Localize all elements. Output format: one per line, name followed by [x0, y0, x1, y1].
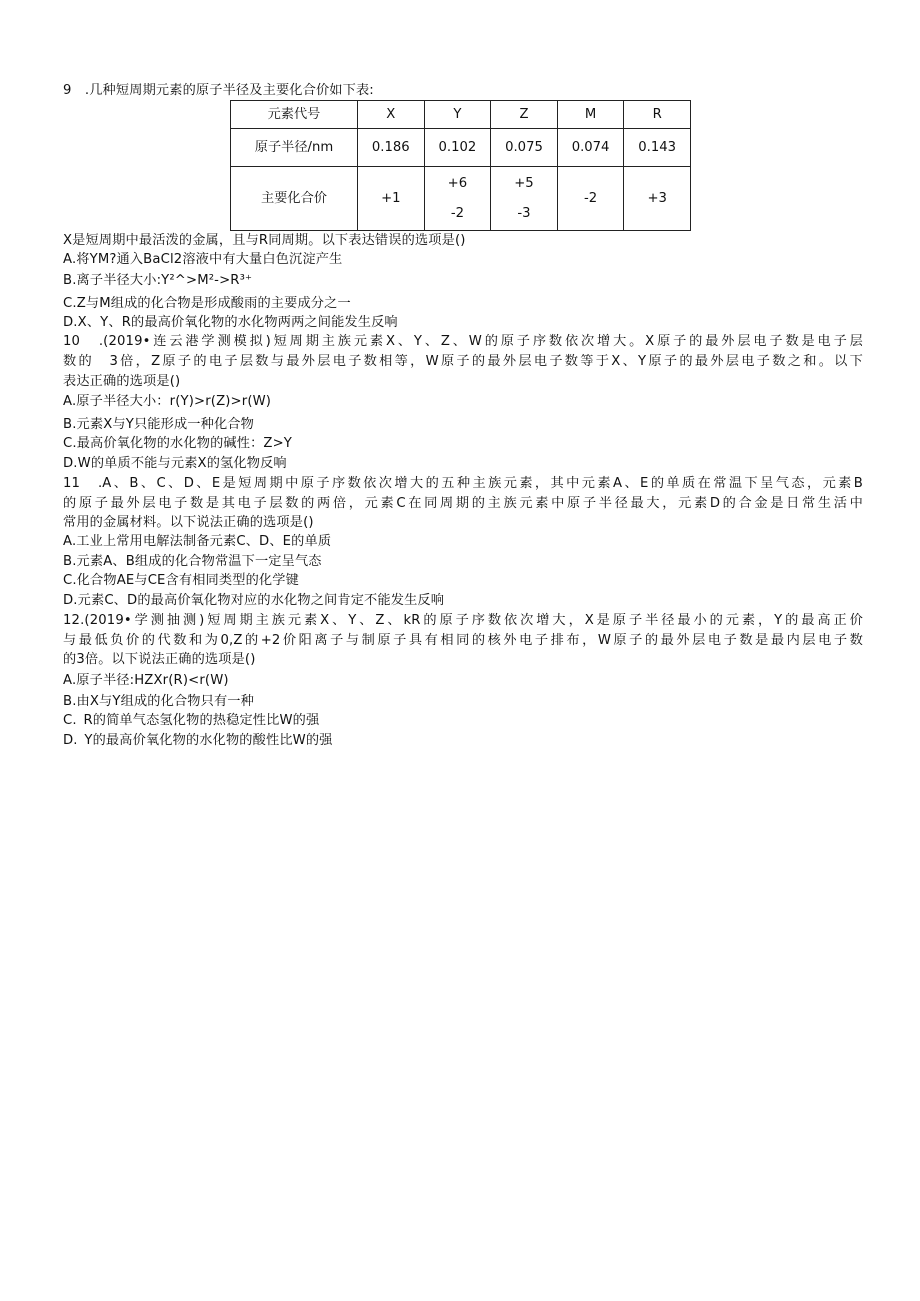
valence-bottom: -2 [450, 206, 464, 221]
q10-option-a: A.原子半径大小：r(Y)>r(Z)>r(W) [63, 394, 272, 409]
q11-line-2: 的原子最外层电子数是其电子层数的两倍，元素C在同周期的主族元素中原子半径最大，元素D的合金是日常生活中 [63, 496, 863, 511]
table-cell: M [557, 101, 624, 129]
table-cell: 主要化合价 [231, 167, 358, 231]
q10-option-b: B.元素X与Y只能形成一种化合物 [63, 417, 254, 432]
table-cell [424, 167, 491, 231]
table-row-valence [231, 167, 691, 231]
valence-bottom: -3 [517, 206, 531, 221]
q9-intro: 9 .几种短周期元素的原子半径及主要化合价如下表: [63, 83, 374, 98]
table-row-header [231, 101, 691, 129]
valence-top: +5 [514, 176, 534, 191]
table-cell: 0.143 [624, 129, 691, 167]
table-cell: 0.102 [424, 129, 491, 167]
table-cell: +1 [358, 167, 425, 231]
table-cell: +3 [624, 167, 691, 231]
table-cell: 0.074 [557, 129, 624, 167]
table-cell: -2 [557, 167, 624, 231]
table-cell: 原子半径/nm [231, 129, 358, 167]
table-cell: 元素代号 [231, 101, 358, 129]
q9-option-d: D.X、Y、R的最高价氧化物的水化物两两之间能发生反响 [63, 315, 398, 330]
element-table [230, 100, 691, 231]
table-cell: Z [491, 101, 558, 129]
q12-option-d: D. Y的最高价氧化物的水化物的酸性比W的强 [63, 733, 333, 748]
q12-option-c: C. R的简单气态氢化物的热稳定性比W的强 [63, 713, 320, 728]
q11-option-b: B.元素A、B组成的化合物常温下一定呈气态 [63, 554, 322, 569]
q12-line-2: 与最低负价的代数和为0,Z的+2价阳离子与制原子具有相同的核外电子排布，W原子的最外层电子数是最内层电子数 [63, 633, 863, 648]
q9-stem: X是短周期中最活泼的金属，且与R同周期。以下表达错误的选项是() [63, 233, 466, 248]
q10-line-3: 表达正确的选项是() [63, 374, 181, 389]
q9-option-b: B.离子半径大小:Y²^>M²->R³⁺ [63, 273, 253, 288]
table-cell: X [358, 101, 425, 129]
q11-line-3: 常用的金属材料。以下说法正确的选项是() [63, 515, 314, 530]
q11-option-c: C.化合物AE与CE含有相同类型的化学键 [63, 573, 299, 588]
table-row-radius [231, 129, 691, 167]
table-cell: 0.186 [358, 129, 425, 167]
q12-line-3: 的3倍。以下说法正确的选项是() [63, 652, 256, 667]
table-cell [491, 167, 558, 231]
q12-option-b: B.由X与Y组成的化合物只有一种 [63, 694, 254, 709]
q10-line-1: 10 .(2019•连云港学测模拟)短周期主族元素X、Y、Z、W的原子序数依次增大。X原子的最外层电子数是电子层 [63, 334, 863, 349]
table-cell: 0.075 [491, 129, 558, 167]
valence-top: +6 [447, 176, 468, 191]
q9-option-c: C.Z与M组成的化合物是形成酸雨的主要成分之一 [63, 296, 351, 311]
q9-option-a: A.将YM?通入BaCl2溶液中有大量白色沉淀产生 [63, 252, 343, 267]
table-cell: Y [424, 101, 491, 129]
table-cell: R [624, 101, 691, 129]
q11-line-1: 11 .A、B、C、D、E是短周期中原子序数依次增大的五种主族元素，其中元素A、E的单质在常温下呈气态，元素B [63, 476, 863, 491]
q12-option-a: A.原子半径:HZXr(R)<r(W) [63, 673, 229, 688]
q11-option-d: D.元素C、D的最高价氧化物对应的水化物之间肯定不能发生反响 [63, 593, 445, 608]
q11-option-a: A.工业上常用电解法制备元素C、D、E的单质 [63, 534, 332, 549]
q10-option-c: C.最高价氧化物的水化物的碱性：Z>Y [63, 436, 293, 451]
q10-line-2: 数的 3倍，Z原子的电子层数与最外层电子数相等，W原子的最外层电子数等于X、Y原子的最外层电子数之和。以下 [63, 354, 863, 369]
q12-line-1: 12.(2019•学测抽测)短周期主族元素X、Y、Z、kR的原子序数依次增大，X是原子半径最小的元素，Y的最高正价 [63, 613, 863, 628]
q10-option-d: D.W的单质不能与元素X的氢化物反响 [63, 456, 287, 471]
